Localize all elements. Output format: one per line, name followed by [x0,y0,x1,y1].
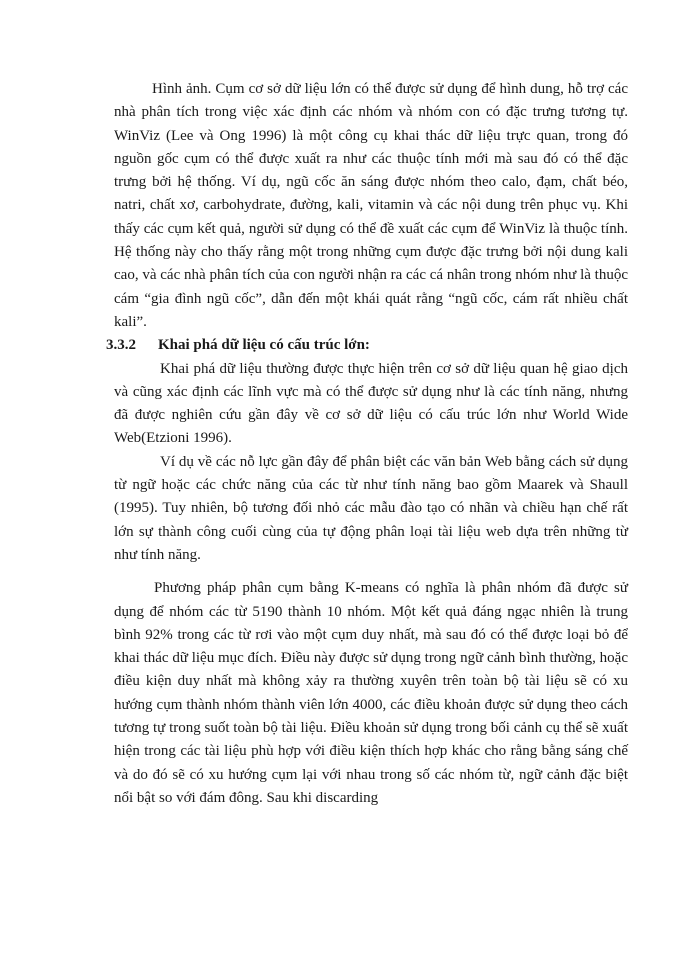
paragraph-kmeans: Phương pháp phân cụm bằng K-means có nghĩa là phân nhóm đã được sử dụng để nhóm các từ 5190 thành 10 nhóm. Một kết quả đáng ngạc nhiên là trung bình 92% trong các từ rơi vào một cụm duy nhất, mà sau đó có thể được loại bỏ để khai thác dữ liệu mục đích. Điều này được sử dụng trong ngữ cảnh bình thường, hoặc điều kiện duy nhất mà không xảy ra thường xuyên trên toàn bộ tài liệu sẽ có xu hướng cụm thành nhóm thành viên lớn 4000, các điều khoản được sử dụng theo cách tương tự trong suốt toàn bộ tài liệu. Điều khoản sử dụng trong bối cảnh cụ thể sẽ xuất hiện trong các tài liệu phù hợp với điều kiện thích hợp khác cho rằng bằng sáng chế và do đó sẽ có xu hướng cụm lại với nhau trong số các nhóm từ, ngữ cảnh đặc biệt nổi bật so với đám đông. Sau khi discarding [114,580,628,806]
paragraph-web-classification: Ví dụ về các nỗ lực gần đây để phân biệt các văn bản Web bằng cách sử dụng từ ngữ hoặc các chức năng của các từ như tính năng bao gồm Maarek và Shaull (1995). Tuy nhiên, bộ tương đối nhỏ các mẫu đào tạo có nhãn và chiều hạn chế rất lớn sự thành công cuối cùng của tự động phân loại tài liệu web dựa trên những từ như tính năng. [114,453,628,563]
paragraph-structured-data: Khai phá dữ liệu thường được thực hiện trên cơ sở dữ liệu quan hệ giao dịch và cũng xác định các lĩnh vực mà có thể được sử dụng như là các tính năng, nhưng đã được nghiên cứu gần đây về cơ sở dữ liệu có cấu trúc lớn như World Wide Web(Etzioni 1996). [114,360,628,447]
document-page [106,78,628,810]
section-number: 3.3.2 [106,337,136,354]
section-heading [106,334,628,357]
section-title: Khai phá dữ liệu có cấu trúc lớn: [158,337,370,354]
paragraph-winviz: Hình ảnh. Cụm cơ sở dữ liệu lớn có thể được sử dụng để hình dung, hỗ trợ các nhà phân tích trong việc xác định các nhóm và nhóm con có đặc trưng tương tự. WinViz (Lee và Ong 1996) là một công cụ khai thác dữ liệu trực quan, trong đó nguồn gốc cụm có thể được xuất ra như các thuộc tính mới mà sau đó có thể đặc trưng bởi hệ thống. Ví dụ, ngũ cốc ăn sáng được nhóm theo calo, đạm, chất béo, natri, chất xơ, carbohydrate, đường, kali, vitamin và các nội dung trên phục vụ. Khi thấy các cụm kết quả, người sử dụng có thể đề xuất các cụm để WinViz là thuộc tính. Hệ thống này cho thấy rằng một trong những cụm được đặc trưng bởi nội dung kali cao, và các nhà phân tích của con người nhận ra các cá nhân trong nhóm như là thuộc cám “gia đình ngũ cốc”, dẫn đến một khái quát rằng “ngũ cốc, cám rất nhiều chất kali”. [114,81,628,330]
